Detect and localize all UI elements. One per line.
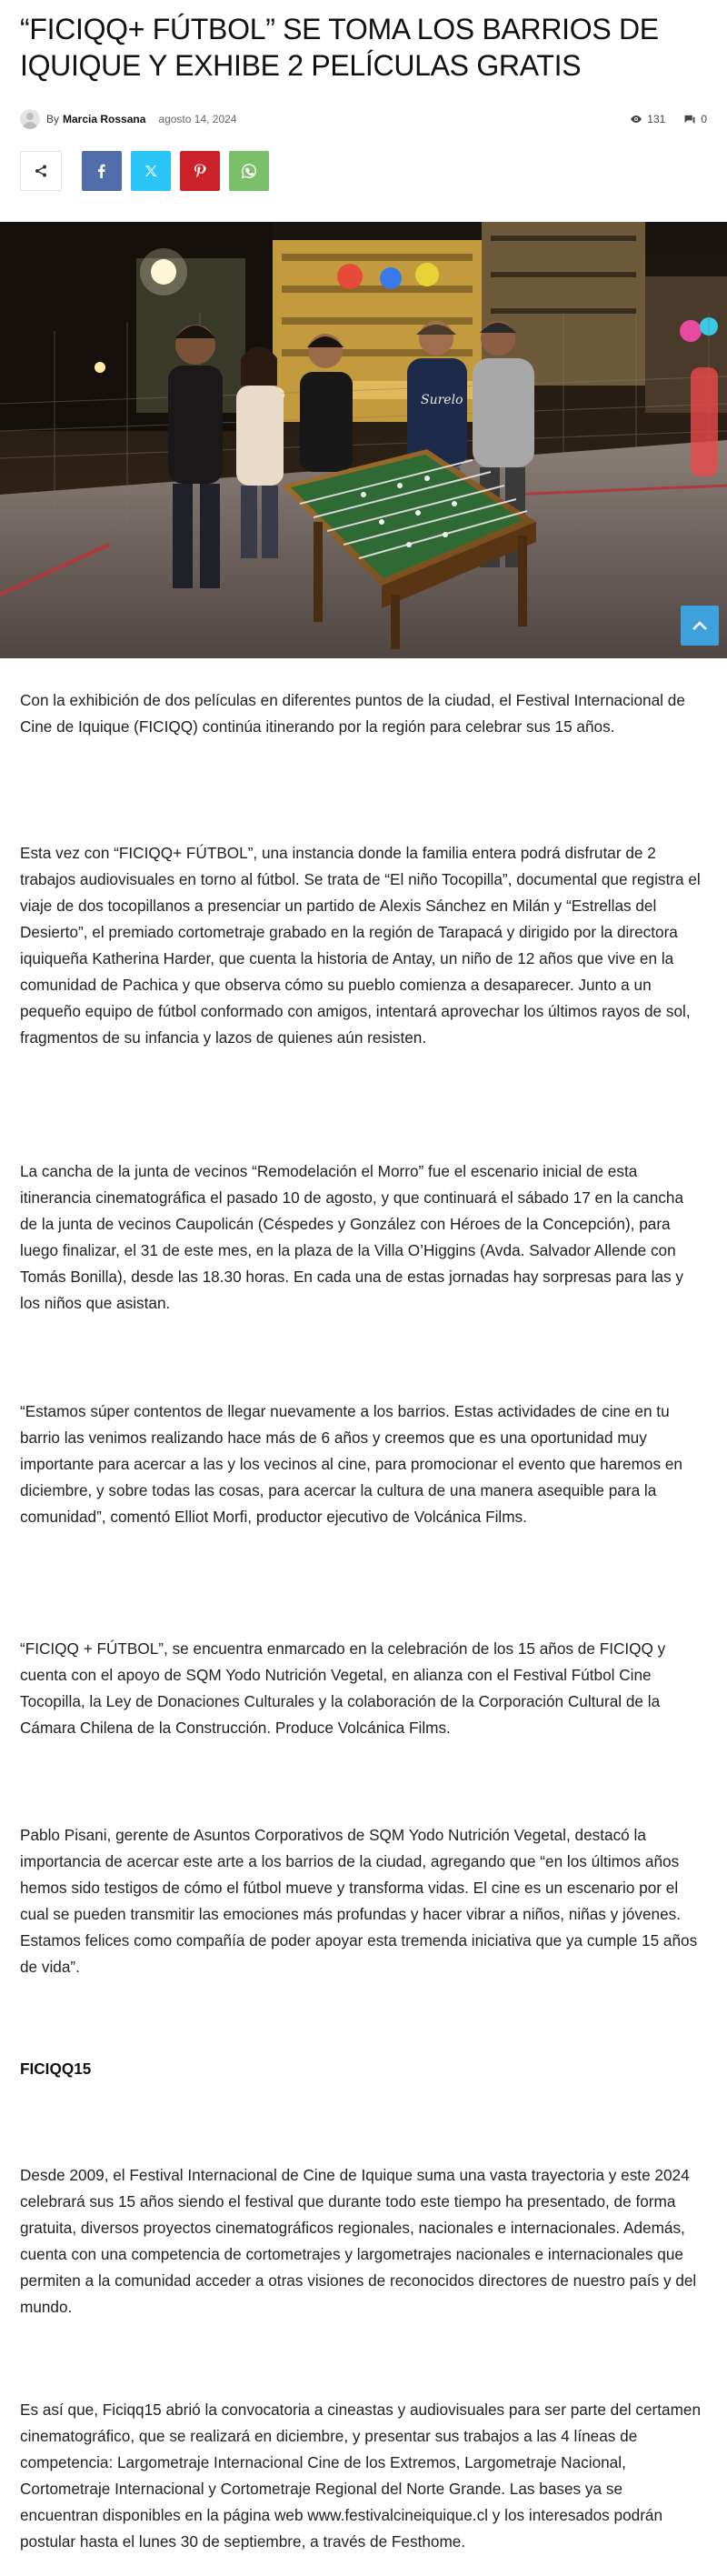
author-link[interactable]: Marcia Rossana (63, 113, 146, 125)
by-label: By (46, 113, 60, 125)
article-stats (617, 113, 707, 125)
article-paragraph: Con la exhibición de dos películas en diferentes puntos de la ciudad, el Festival Internacional de Cine de Iquique (FICIQQ) continúa itinerando por la región para celebrar sus 15 años. (20, 691, 685, 736)
share-toggle-button[interactable] (20, 151, 62, 191)
whatsapp-share-button[interactable] (229, 151, 269, 191)
scroll-to-top-button[interactable] (681, 606, 719, 646)
article-paragraph: Pablo Pisani, gerente de Asuntos Corporativos de SQM Yodo Nutrición Vegetal, destacó la importancia de acercar este arte a los barrios de la ciudad, agregando que “en los últimos años hemos sido testigos de cómo el fútbol mueve y transforma vidas. El cine es un escenario por el cual se pueden transmitir las emociones más profundas y hacer vibrar a niños, niñas y jóvenes. Estamos felices como compañía de poder apoyar esta tremenda iniciativa que ya cumple 15 años de vida”. (20, 1826, 698, 1976)
comments-count[interactable] (683, 113, 707, 125)
comment-icon (683, 115, 696, 124)
hero-photo (0, 222, 727, 658)
article-paragraph: “FICIQQ + FÚTBOL”, se encuentra enmarcado en la celebración de los 15 años de FICIQQ y cuenta con el apoyo de SQM Yodo Nutrición Vegetal, en alianza con el Festival Fútbol Cine Tocopilla, la Ley de Donaciones Culturales y la colaboración de la Corporación Cultural de la Cámara Chilena de la Construcción. Produce Volcánica Films. (20, 1639, 666, 1737)
views-value: 131 (647, 113, 666, 125)
eye-icon (630, 115, 642, 124)
article-paragraph: Es así que, Ficiqq15 abrió la convocatoria a cineastas y audiovisuales para ser parte del certamen cinematográfico, que se realizará en diciembre, y presentar sus trabajos a las 4 líneas de competencia: Largometraje Internacional Cine de los Extremos, Largometraje Nacional, Cortometraje Internacional y Cortometraje Regional del Norte Grande. Las bases ya se encuentran disponibles en la página web www.festivalcineiquique.cl y los interesados podrán postular hasta el lunes 30 de septiembre, a través de Festhome. (20, 2401, 702, 2551)
facebook-share-button[interactable] (82, 151, 122, 191)
publish-date: agosto 14, 2024 (158, 113, 237, 125)
shirt-text: Surelo (421, 393, 463, 407)
article-paragraph: Desde 2009, el Festival Internacional de Cine de Iquique suma una vasta trayectoria y este 2024 celebrará sus 15 años siendo el festival que durante todo este tiempo ha presentado, de forma gratuita, diversos proyectos cinematográficos regionales, nacionales e internacionales. Además, cuenta con una competencia de cortometrajes y largometrajes nacionales e internacionales que permiten a la comunidad acceder a otras visiones de reconocidos directores de nuestro país y del mundo. (20, 2166, 697, 2316)
x-share-button[interactable] (131, 151, 171, 191)
facebook-icon (94, 163, 110, 179)
hero-image (0, 222, 727, 658)
whatsapp-icon (241, 163, 257, 179)
pinterest-icon (192, 163, 208, 179)
article-paragraph: La cancha de la junta de vecinos “Remodelación el Morro” fue el escenario inicial de esta itinerancia cinematográfica el pasado 10 de agosto, y que continuará el sábado 17 en la cancha de la junta de vecinos Caupolicán (Céspedes y González con Héroes de la Concepción), para luego finalizar, el 31 de este mes, en la plaza de la Villa O’Higgins (Avda. Salvador Allende con Tomás Bonilla), desde las 18.30 horas. En cada una de estas jornadas hay sorpresas para las y los niños que asistan. (20, 1162, 684, 1312)
views-count (630, 113, 665, 125)
chevron-up-icon (692, 620, 708, 631)
comments-value: 0 (701, 113, 707, 125)
share-bar (20, 151, 269, 191)
article-paragraph: Esta vez con “FICIQQ+ FÚTBOL”, una instancia donde la familia entera podrá disfrutar de 2 trabajos audiovisuales en torno al fútbol. Se trata de “El niño Tocopilla”, documental que registra el viaje de dos tocopillanos a presenciar un partido de Alexis Sánchez en Milán y “Estrellas del Desierto”, el premiado cortometraje grabado en la región de Tarapacá y dirigido por la directora iquiqueña Katherina Harder, que cuenta la historia de Antay, un niño de 12 años que vive en la comunidad de Pachica y que observa cómo su pueblo comienza a desaparecer. Junto a un pequeño equipo de fútbol conformado con amigos, intentará aprovechar los últimos rayos de sol, fragmentos de su infancia y lazos de quienes aún resisten. (20, 844, 701, 1047)
article-title: “FICIQQ+ FÚTBOL” SE TOMA LOS BARRIOS DE IQUIQUE Y EXHIBE 2 PELÍCULAS GRATIS (20, 13, 659, 82)
pinterest-share-button[interactable] (180, 151, 220, 191)
article-meta (20, 107, 707, 131)
share-icon (35, 165, 47, 177)
article-paragraph: “Estamos súper contentos de llegar nuevamente a los barrios. Estas actividades de cine en tu barrio las venimos realizando hace más de 6 años y creemos que es una oportunidad muy importante para acercar a las y los vecinos al cine, para promocionar el evento que haremos en diciembre, y sobre todas las cosas, para acercar la cultura de una manera asequible para la comunidad”, comentó Elliot Morfi, productor ejecutivo de Volcánica Films. (20, 1402, 682, 1526)
section-heading: FICIQQ15 (20, 2060, 92, 2078)
x-icon (143, 163, 159, 179)
author-avatar[interactable] (20, 109, 40, 129)
